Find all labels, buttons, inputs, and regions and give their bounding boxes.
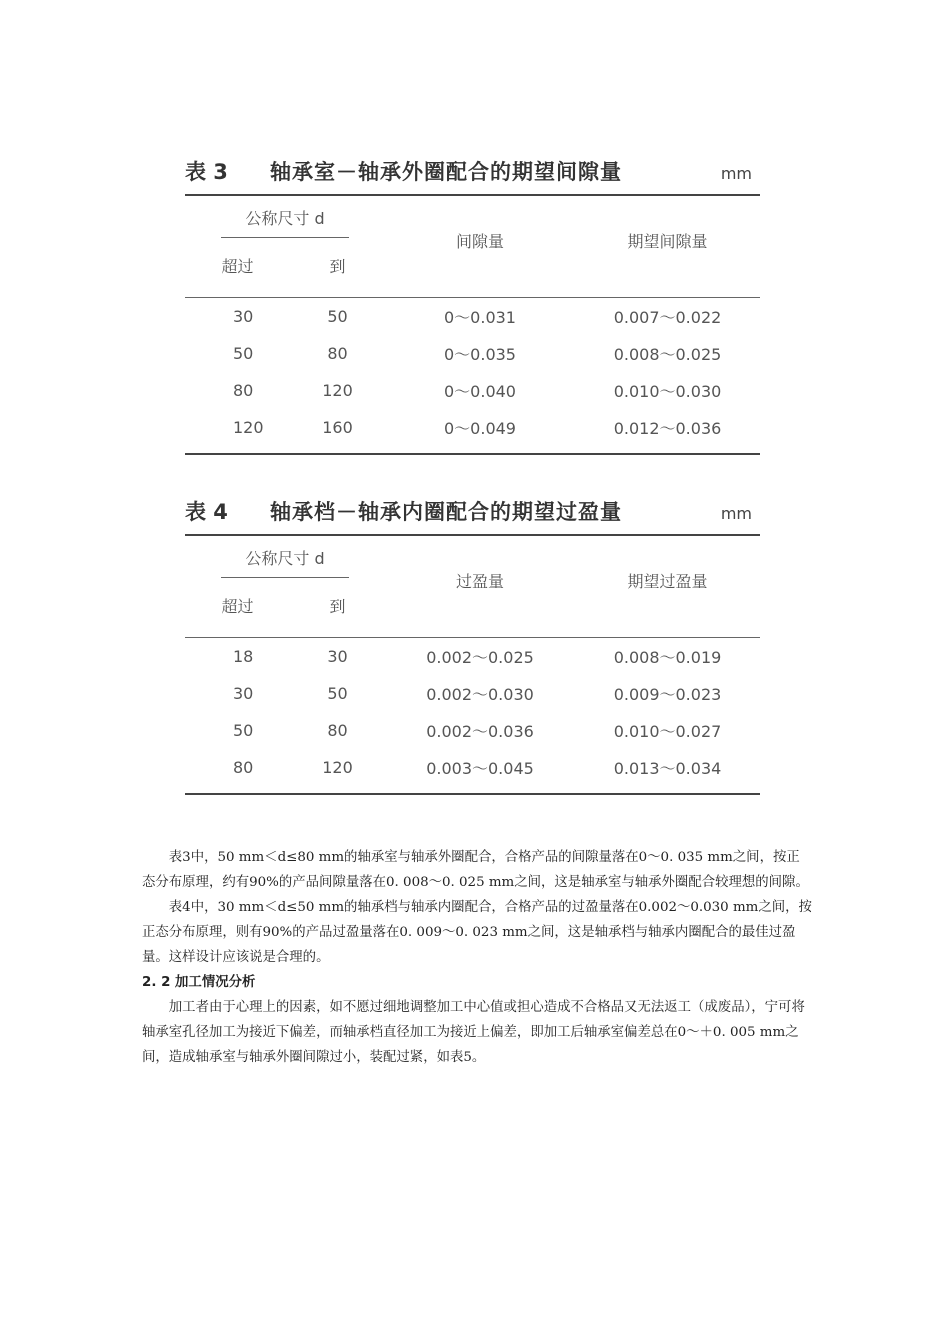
table-cell: 0.007～0.022 xyxy=(613,308,722,327)
table-3-grid xyxy=(185,194,760,455)
table-cell: 0～0.031 xyxy=(444,308,516,327)
table-cell: 0～0.049 xyxy=(385,409,575,454)
table-row xyxy=(185,638,760,676)
table-cell: 0～0.035 xyxy=(444,345,516,364)
table-cell: 0.002～0.036 xyxy=(426,722,534,741)
table-row xyxy=(185,409,760,454)
table-cell: 80 xyxy=(185,749,290,794)
table-cell: 0.009～0.023 xyxy=(613,685,722,704)
paragraph-1: 表3中，50 mm＜d≤80 mm的轴承室与轴承外圈配合，合格产品的间隙量落在0～0. 035 mm之间，按正态分布原理，约有90%的产品间隙量落在0. 008～0. 025 mm之间，这是轴承室与轴承外圈配合较理想的间隙。 xyxy=(142,850,809,890)
table-cell: 80 xyxy=(327,344,348,363)
table-cell: 18 xyxy=(233,647,254,666)
table-cell: 120 xyxy=(185,409,290,454)
table-4-caption: 轴承档－轴承内圈配合的期望过盈量 xyxy=(270,500,622,524)
table-4-group-header: 公称尺寸 d xyxy=(185,536,385,585)
table-cell: 160 xyxy=(290,409,385,454)
table-row xyxy=(185,335,760,372)
table-3 xyxy=(185,150,760,455)
table-3-over-header: 超过 xyxy=(221,256,254,276)
table-cell: 80 xyxy=(233,381,254,400)
table-3-title xyxy=(185,150,760,194)
table-4-col-b-header: 期望过盈量 xyxy=(627,572,708,591)
table-cell: 0.013～0.034 xyxy=(575,749,760,794)
table-cell: 80 xyxy=(327,721,348,740)
table-cell: 50 xyxy=(327,307,348,326)
table-cell: 0.002～0.030 xyxy=(426,685,534,704)
table-row xyxy=(185,372,760,409)
table-4-title xyxy=(185,490,760,534)
table-cell: 30 xyxy=(233,684,254,703)
table-cell: 0.008～0.019 xyxy=(613,648,722,667)
table-row xyxy=(185,675,760,712)
table-cell: 120 xyxy=(290,749,385,794)
table-row xyxy=(185,712,760,749)
table-cell: 50 xyxy=(327,684,348,703)
table-row xyxy=(185,298,760,336)
table-3-unit: mm xyxy=(720,164,752,183)
table-4-label: 表 4 xyxy=(185,500,228,524)
table-cell: 30 xyxy=(327,647,348,666)
table-cell: 0.010～0.030 xyxy=(613,382,722,401)
table-3-group-header: 公称尺寸 d xyxy=(185,196,385,245)
paragraph-2: 表4中，30 mm＜d≤50 mm的轴承档与轴承内圈配合，合格产品的过盈量落在0.002～0.030 mm之间，按正态分布原理，则有90%的产品过盈量落在0. 009～0. 023 mm之间，这是轴承档与轴承内圈配合的最佳过盈量。这样设计应该说是合理的。 xyxy=(142,900,812,965)
table-cell: 50 xyxy=(233,344,254,363)
table-4-unit: mm xyxy=(720,504,752,523)
table-3-label: 表 3 xyxy=(185,160,228,184)
table-cell: 0.010～0.027 xyxy=(613,722,722,741)
table-row xyxy=(185,749,760,794)
table-cell: 0.012～0.036 xyxy=(575,409,760,454)
section-heading: 2. 2 加工情况分析 xyxy=(142,975,256,990)
table-4 xyxy=(185,490,760,795)
table-cell: 0.008～0.025 xyxy=(613,345,722,364)
table-3-caption: 轴承室－轴承外圈配合的期望间隙量 xyxy=(270,160,622,184)
table-cell: 50 xyxy=(233,721,254,740)
table-4-over-header: 超过 xyxy=(221,596,254,616)
table-3-col-a-header: 间隙量 xyxy=(455,232,504,251)
table-3-col-b-header: 期望间隙量 xyxy=(627,232,708,251)
table-4-col-a-header: 过盈量 xyxy=(455,572,504,591)
table-4-to-header: 到 xyxy=(329,596,346,616)
body-text xyxy=(142,845,812,1070)
table-cell: 0～0.040 xyxy=(444,382,516,401)
table-cell: 30 xyxy=(233,307,254,326)
table-3-to-header: 到 xyxy=(329,256,346,276)
table-cell: 120 xyxy=(322,381,353,400)
paragraph-3: 加工者由于心理上的因素，如不愿过细地调整加工中心值或担心造成不合格品又无法返工（成废品），宁可将轴承室孔径加工为接近下偏差，而轴承档直径加工为接近上偏差，即加工后轴承室偏差总在0～＋0. 005 mm之间，造成轴承室与轴承外圈间隙过小，装配过紧，如表5。 xyxy=(142,1000,805,1065)
table-4-grid xyxy=(185,534,760,795)
table-cell: 0.003～0.045 xyxy=(385,749,575,794)
table-cell: 0.002～0.025 xyxy=(426,648,534,667)
